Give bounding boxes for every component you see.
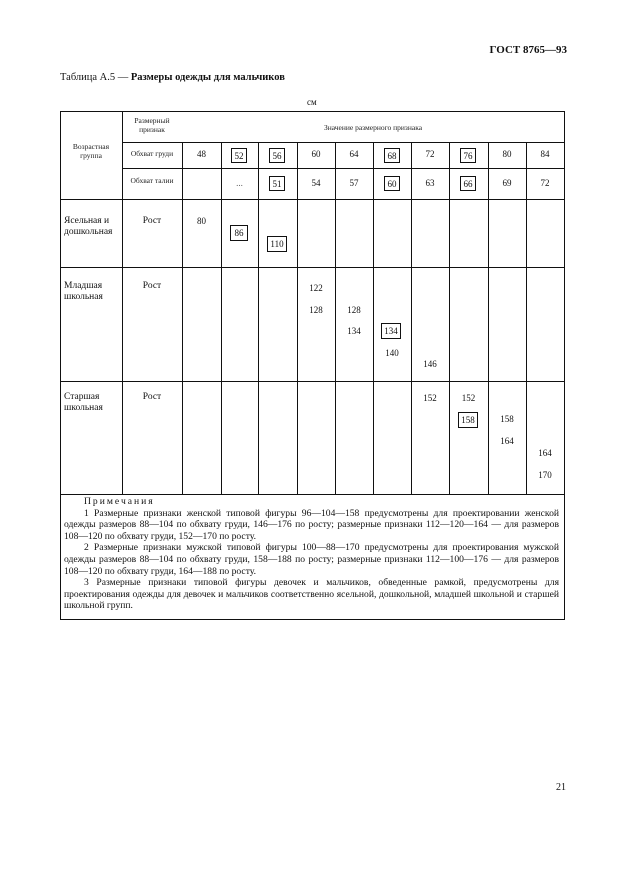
chest-value-framed: 76 xyxy=(460,148,476,163)
document-header: ГОСТ 8765—93 xyxy=(489,44,567,56)
waist-value: 72 xyxy=(540,178,550,188)
chest-value: 48 xyxy=(197,149,206,159)
waist-value: 57 xyxy=(349,178,359,188)
age-group-header: Возрастная группа xyxy=(72,142,110,160)
group-sign: Рост xyxy=(142,216,162,226)
group-name: Старшая школьная xyxy=(64,392,103,413)
waist-value: 63 xyxy=(425,178,435,188)
chest-label: Обхват груди xyxy=(130,149,174,158)
height-value-framed: 86 xyxy=(230,225,248,241)
height-value: 140 xyxy=(385,348,399,358)
height-value: 146 xyxy=(423,359,437,369)
chest-value: 64 xyxy=(349,149,359,159)
height-value: 170 xyxy=(538,470,552,480)
sign-header: Размерный признак xyxy=(134,116,170,134)
waist-label: Обхват талии xyxy=(130,176,174,185)
height-value-framed: 158 xyxy=(458,412,478,428)
height-value-framed: 134 xyxy=(381,323,401,339)
waist-value-framed: 60 xyxy=(384,176,400,191)
chest-value-framed: 56 xyxy=(269,148,285,163)
value-header: Значение размерного признака xyxy=(323,123,423,132)
notes-title: Примечания xyxy=(84,496,155,507)
height-value: 164 xyxy=(538,448,552,458)
chest-value-framed: 68 xyxy=(384,148,400,163)
note-item: 1 Размерные признаки женской типовой фигуры 96—104—158 предусмотрены для проектировании женской одежды размеров 88—104 по обхвату груди, 146—176 по росту; размерные признаки 112—120—164 — для размеров 108—120 по обхвату груди, 152—170 по росту. xyxy=(64,507,559,542)
height-value: 164 xyxy=(500,436,514,446)
group-sign: Рост xyxy=(142,281,162,291)
chest-value: 60 xyxy=(311,149,321,159)
height-value: 152 xyxy=(461,393,476,403)
waist-value-framed: 51 xyxy=(269,176,285,191)
notes-section xyxy=(60,496,563,612)
chest-value: 80 xyxy=(502,149,512,159)
waist-value: ... xyxy=(236,178,243,188)
waist-value: 54 xyxy=(311,178,321,188)
height-value: 80 xyxy=(197,216,206,226)
height-value: 122 xyxy=(309,283,323,293)
group-sign: Рост xyxy=(142,392,162,402)
height-value: 158 xyxy=(500,414,514,424)
table-caption xyxy=(60,72,285,83)
chest-value: 72 xyxy=(425,149,435,159)
group-name: Младшая школьная xyxy=(64,281,103,302)
note-item: 3 Размерные признаки типовой фигуры девочек и мальчиков, обведенные рамкой, предусмотрены для проектирования одежды для девочек и мальчиков соответственно ясельной, дошкольной, младшей школьной и старшей школьной групп. xyxy=(64,577,559,612)
height-value: 152 xyxy=(423,393,437,403)
page-number: 21 xyxy=(556,782,566,793)
chest-value: 84 xyxy=(540,149,550,159)
waist-value: 69 xyxy=(502,178,512,188)
height-value: 134 xyxy=(347,326,361,336)
caption-label: Таблица А.5 — xyxy=(60,72,131,83)
group-name: Ясельная и дошкольная xyxy=(64,216,113,237)
height-value-framed: 110 xyxy=(267,236,287,252)
chest-value-framed: 52 xyxy=(231,148,247,163)
unit-label: см xyxy=(307,97,317,107)
waist-value-framed: 66 xyxy=(460,176,476,191)
height-value: 128 xyxy=(347,305,361,315)
height-value: 128 xyxy=(309,305,323,315)
note-item: 2 Размерные признаки мужской типовой фигуры 100—88—170 предусмотрены для проектирования мужской одежды размеров 88—104 по обхвату груди, 158—188 по росту; размерные признаки 112—100—176 — для размеров 108—120 по обхвату груди, 164—188 по росту. xyxy=(64,542,559,577)
caption-title: Размеры одежды для мальчиков xyxy=(130,72,285,83)
